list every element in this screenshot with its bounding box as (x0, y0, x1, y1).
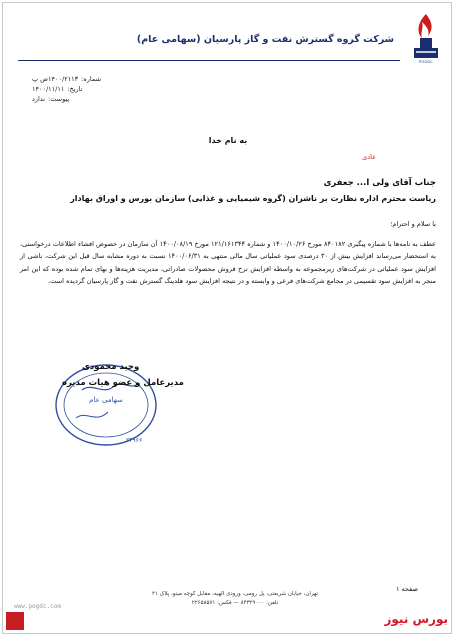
website-link[interactable]: www.pogdc.com (14, 603, 61, 610)
number-label: شماره: (81, 75, 102, 83)
company-seal-icon (52, 360, 160, 450)
greeting: با سلام و احترام؛ (390, 220, 436, 228)
watermark-label: بورس نیوز (384, 612, 448, 626)
date-value: ۱۴۰۰/۱۱/۱۱ (32, 85, 65, 93)
phone-line: تلفن: ۸۴۳۲۹۰۰۰ — فکس: ۲۲۶۵۸۵۷۱ (191, 600, 279, 606)
corner-logo-icon (6, 612, 24, 630)
page-number: صفحه ۱ (395, 585, 418, 593)
svg-text:سهامی عام: سهامی عام (89, 396, 123, 404)
attachment-value: ندارد (32, 95, 46, 103)
signer-name: وحید محمودی (82, 362, 140, 372)
basmala-heading: به نام خدا (208, 136, 248, 145)
addressee-title: ریاست محترم اداره نظارت بر ناشران (گروه شیمیایی و غذایی) سازمان بورس و اوراق بهادار (70, 194, 436, 203)
header-rule (18, 60, 400, 61)
number-value: ۱۴۰۰/۲۱۱۳ص پ (32, 75, 79, 83)
date-label: تاریخ: (67, 85, 83, 93)
footer-address (110, 590, 360, 608)
company-name: شرکت گروه گسترش نفت و گاز پارسیان (سهامی عام) (136, 34, 394, 45)
letter-body: عطف به نامه‌ها با شماره پیگیری ۸۴۰۱۸۲ مورخ ۱۴۰۰/۱۰/۲۶ و شماره ۱۲۱/۱۶۱۳۴۴ مورخ ۱۴۰۰/۰۸/۱۹ آن سازمان در خصوص افشاء اطلاعات درخواستی، به استحضار می‌رساند افزایش بیش از ۳۰ درصدی سود عملیاتی سال مالی منتهی به ۱۴۰۰/۰۶/۳۱ نسبت به دوره مشابه سال قبل این شرکت، ناشی از افزایش سود عملیاتی در شرکت‌های زیرمجموعه به واسطه افزایش نرخ فروش محصولات صادراتی، مدیریت هزینه‌ها و بهای تمام شده بوده که این امر منجر به افزایش سود تقسیمی در مجامع شرکت‌های فرعی و وابسته و در نتیجه افزایش سود هلدینگ گسترش نفت و گاز پارسیان گردیده است. (20, 240, 436, 286)
logo-caption: POGDC (419, 60, 433, 64)
attachment-label: پیوست: (48, 95, 70, 103)
signer-title: مدیرعامل و عضو هیات مدیره (62, 378, 184, 388)
letter-meta (32, 74, 142, 104)
svg-text:۲۴۹۶۶: ۲۴۹۶۶ (125, 437, 143, 444)
priority-label: عادی (362, 153, 376, 161)
address-line: تهران، خیابان شریعتی، پل رومی، ورودی الهیه، مقابل کوچه مینو، پلاک ۲۱ (151, 591, 319, 597)
addressee-name: جناب آقای ولی ا... جعفری (323, 178, 436, 188)
